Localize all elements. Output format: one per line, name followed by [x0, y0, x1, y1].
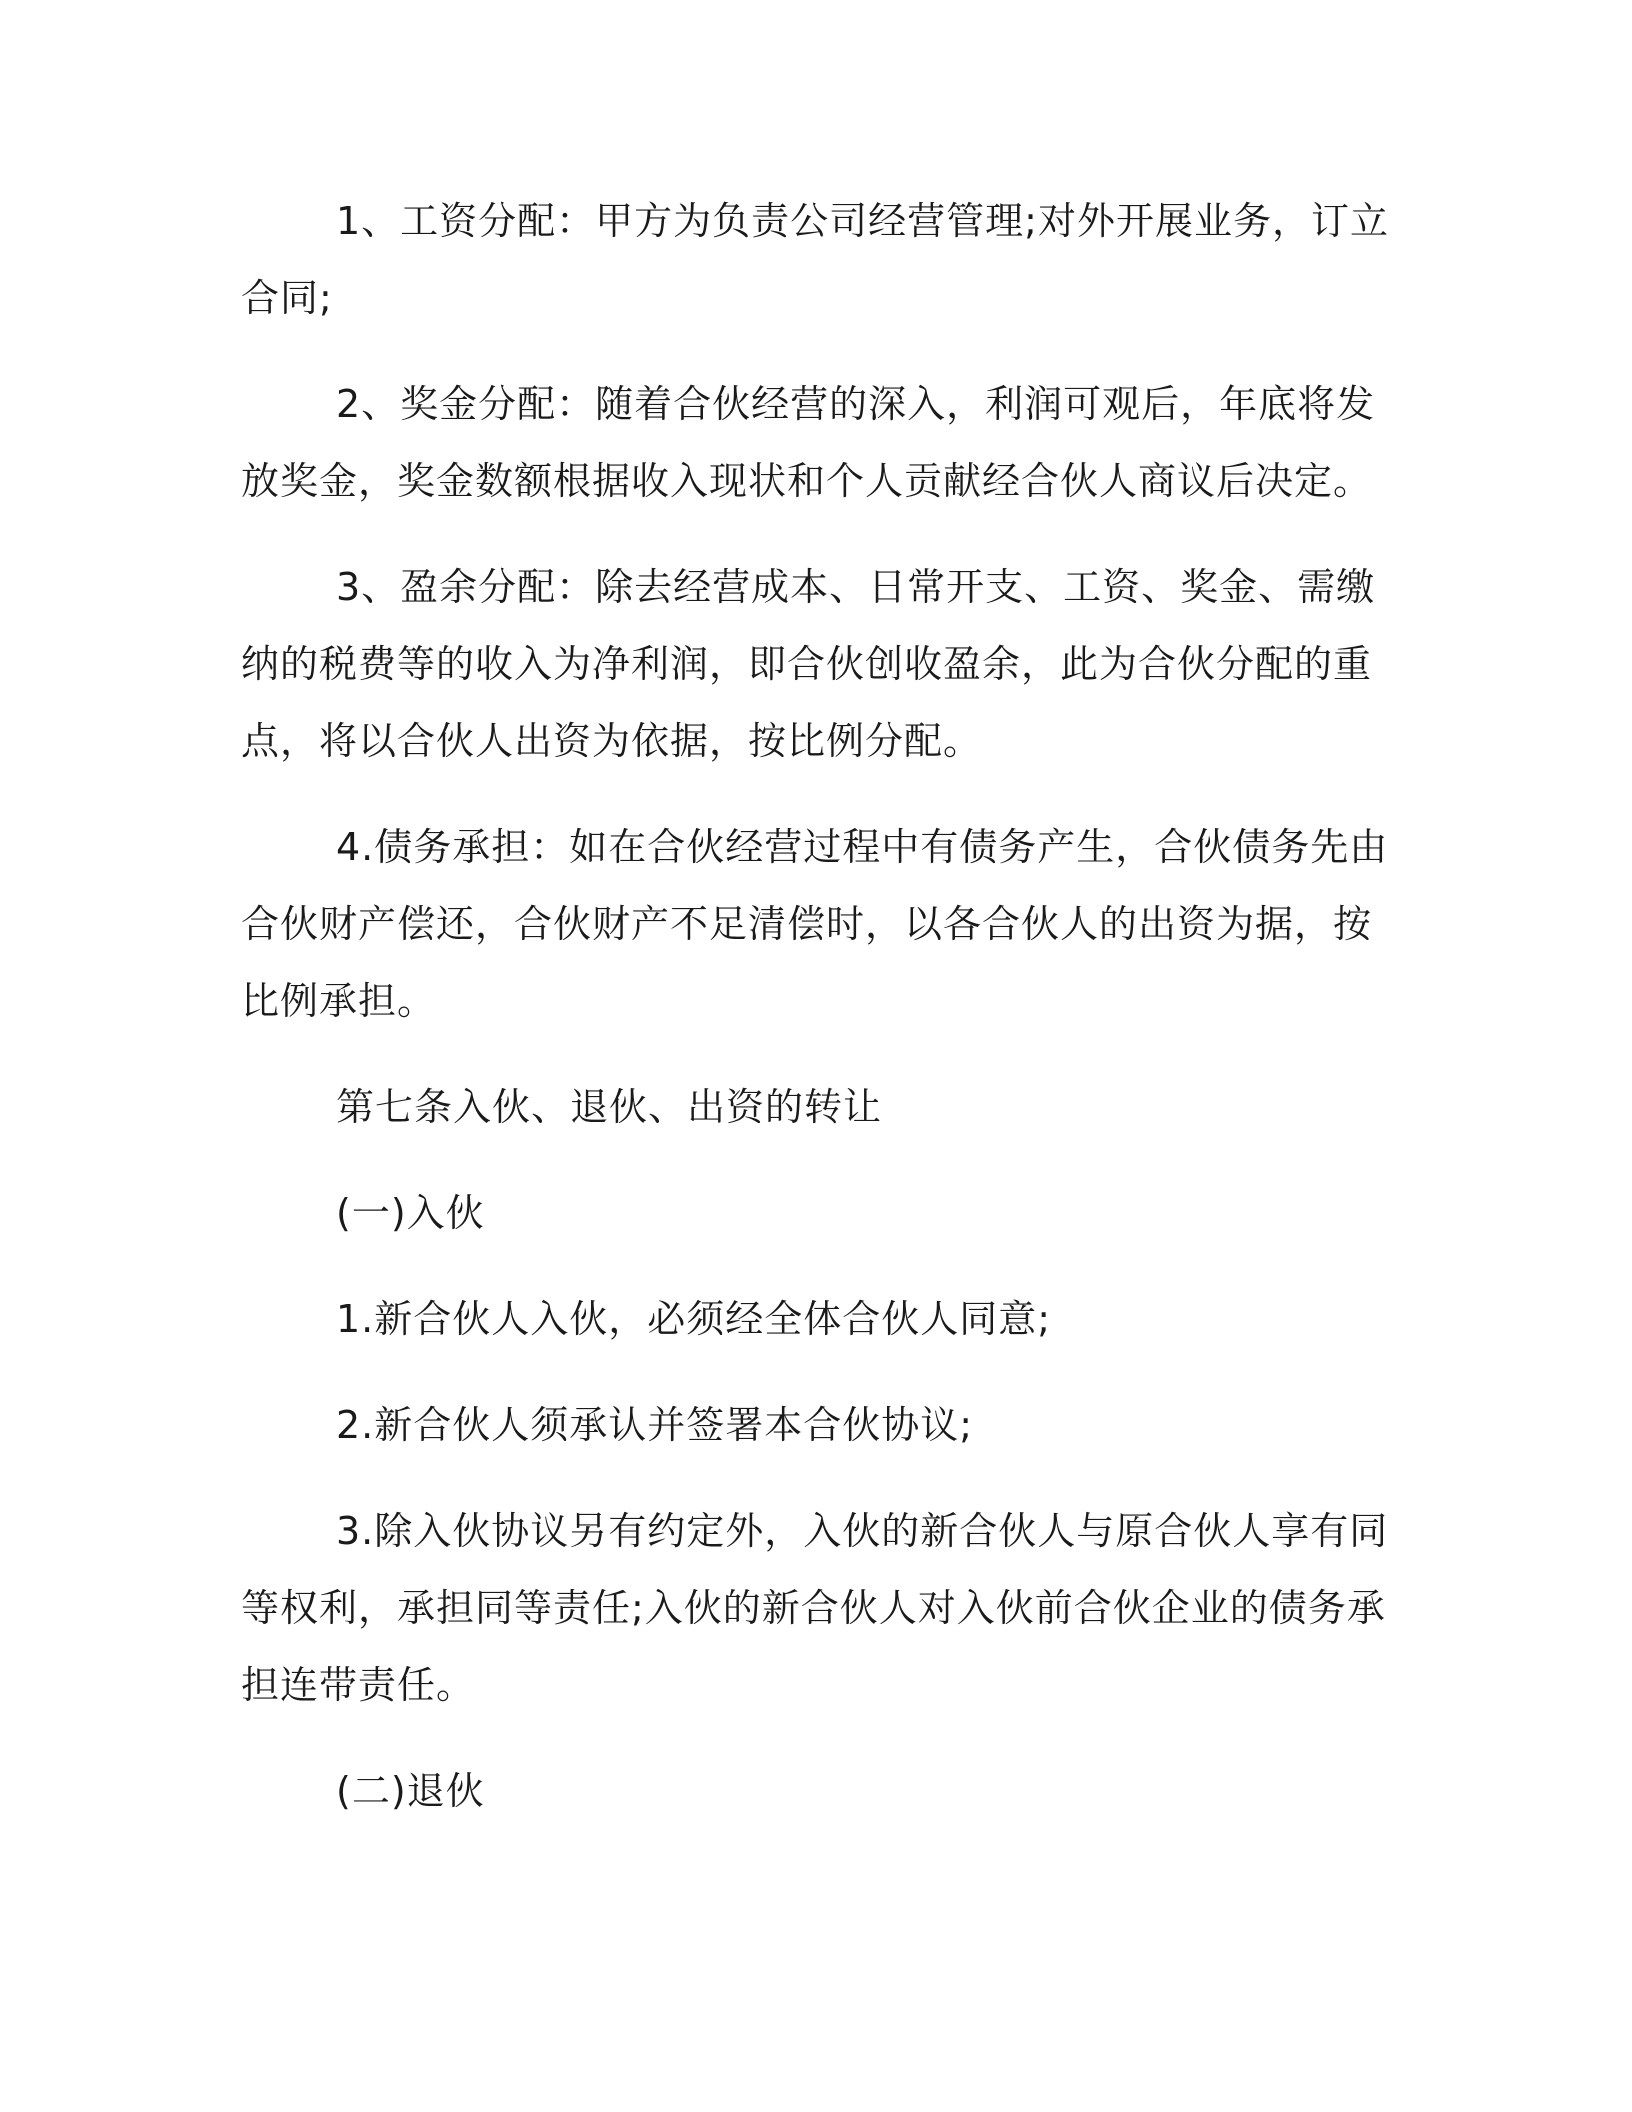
paragraph-bonus-distribution: 2、奖金分配：随着合伙经营的深入，利润可观后，年底将发放奖金，奖金数额根据收入现状和个人贡献经合伙人商议后决定。: [241, 382, 1376, 503]
section-heading-withdrawal: (二)退伙: [336, 1769, 485, 1813]
paragraph-debt-liability: 4.债务承担：如在合伙经营过程中有债务产生，合伙债务先由合伙财产偿还，合伙财产不足清偿时，以各合伙人的出资为据，按比例承担。: [241, 825, 1389, 1023]
paragraph-joining-signature: 2.新合伙人须承认并签署本合伙协议;: [336, 1403, 974, 1447]
article-heading: 第七条入伙、退伙、出资的转让: [336, 1085, 883, 1129]
paragraph-wage-distribution: 1、工资分配：甲方为负责公司经营管理;对外开展业务，订立合同;: [241, 199, 1389, 320]
paragraph-joining-rights: 3.除入伙协议另有约定外，入伙的新合伙人与原合伙人享有同等权利，承担同等责任;入伙的新合伙人对入伙前合伙企业的债务承担连带责任。: [241, 1509, 1389, 1707]
section-heading-joining: (一)入伙: [336, 1191, 485, 1235]
document-body: [241, 183, 1391, 1830]
paragraph-surplus-distribution: 3、盈余分配：除去经营成本、日常开支、工资、奖金、需缴纳的税费等的收入为净利润，即合伙创收盈余，此为合伙分配的重点，将以合伙人出资为依据，按比例分配。: [241, 565, 1376, 763]
paragraph-joining-consent: 1.新合伙人入伙，必须经全体合伙人同意;: [336, 1297, 1052, 1341]
